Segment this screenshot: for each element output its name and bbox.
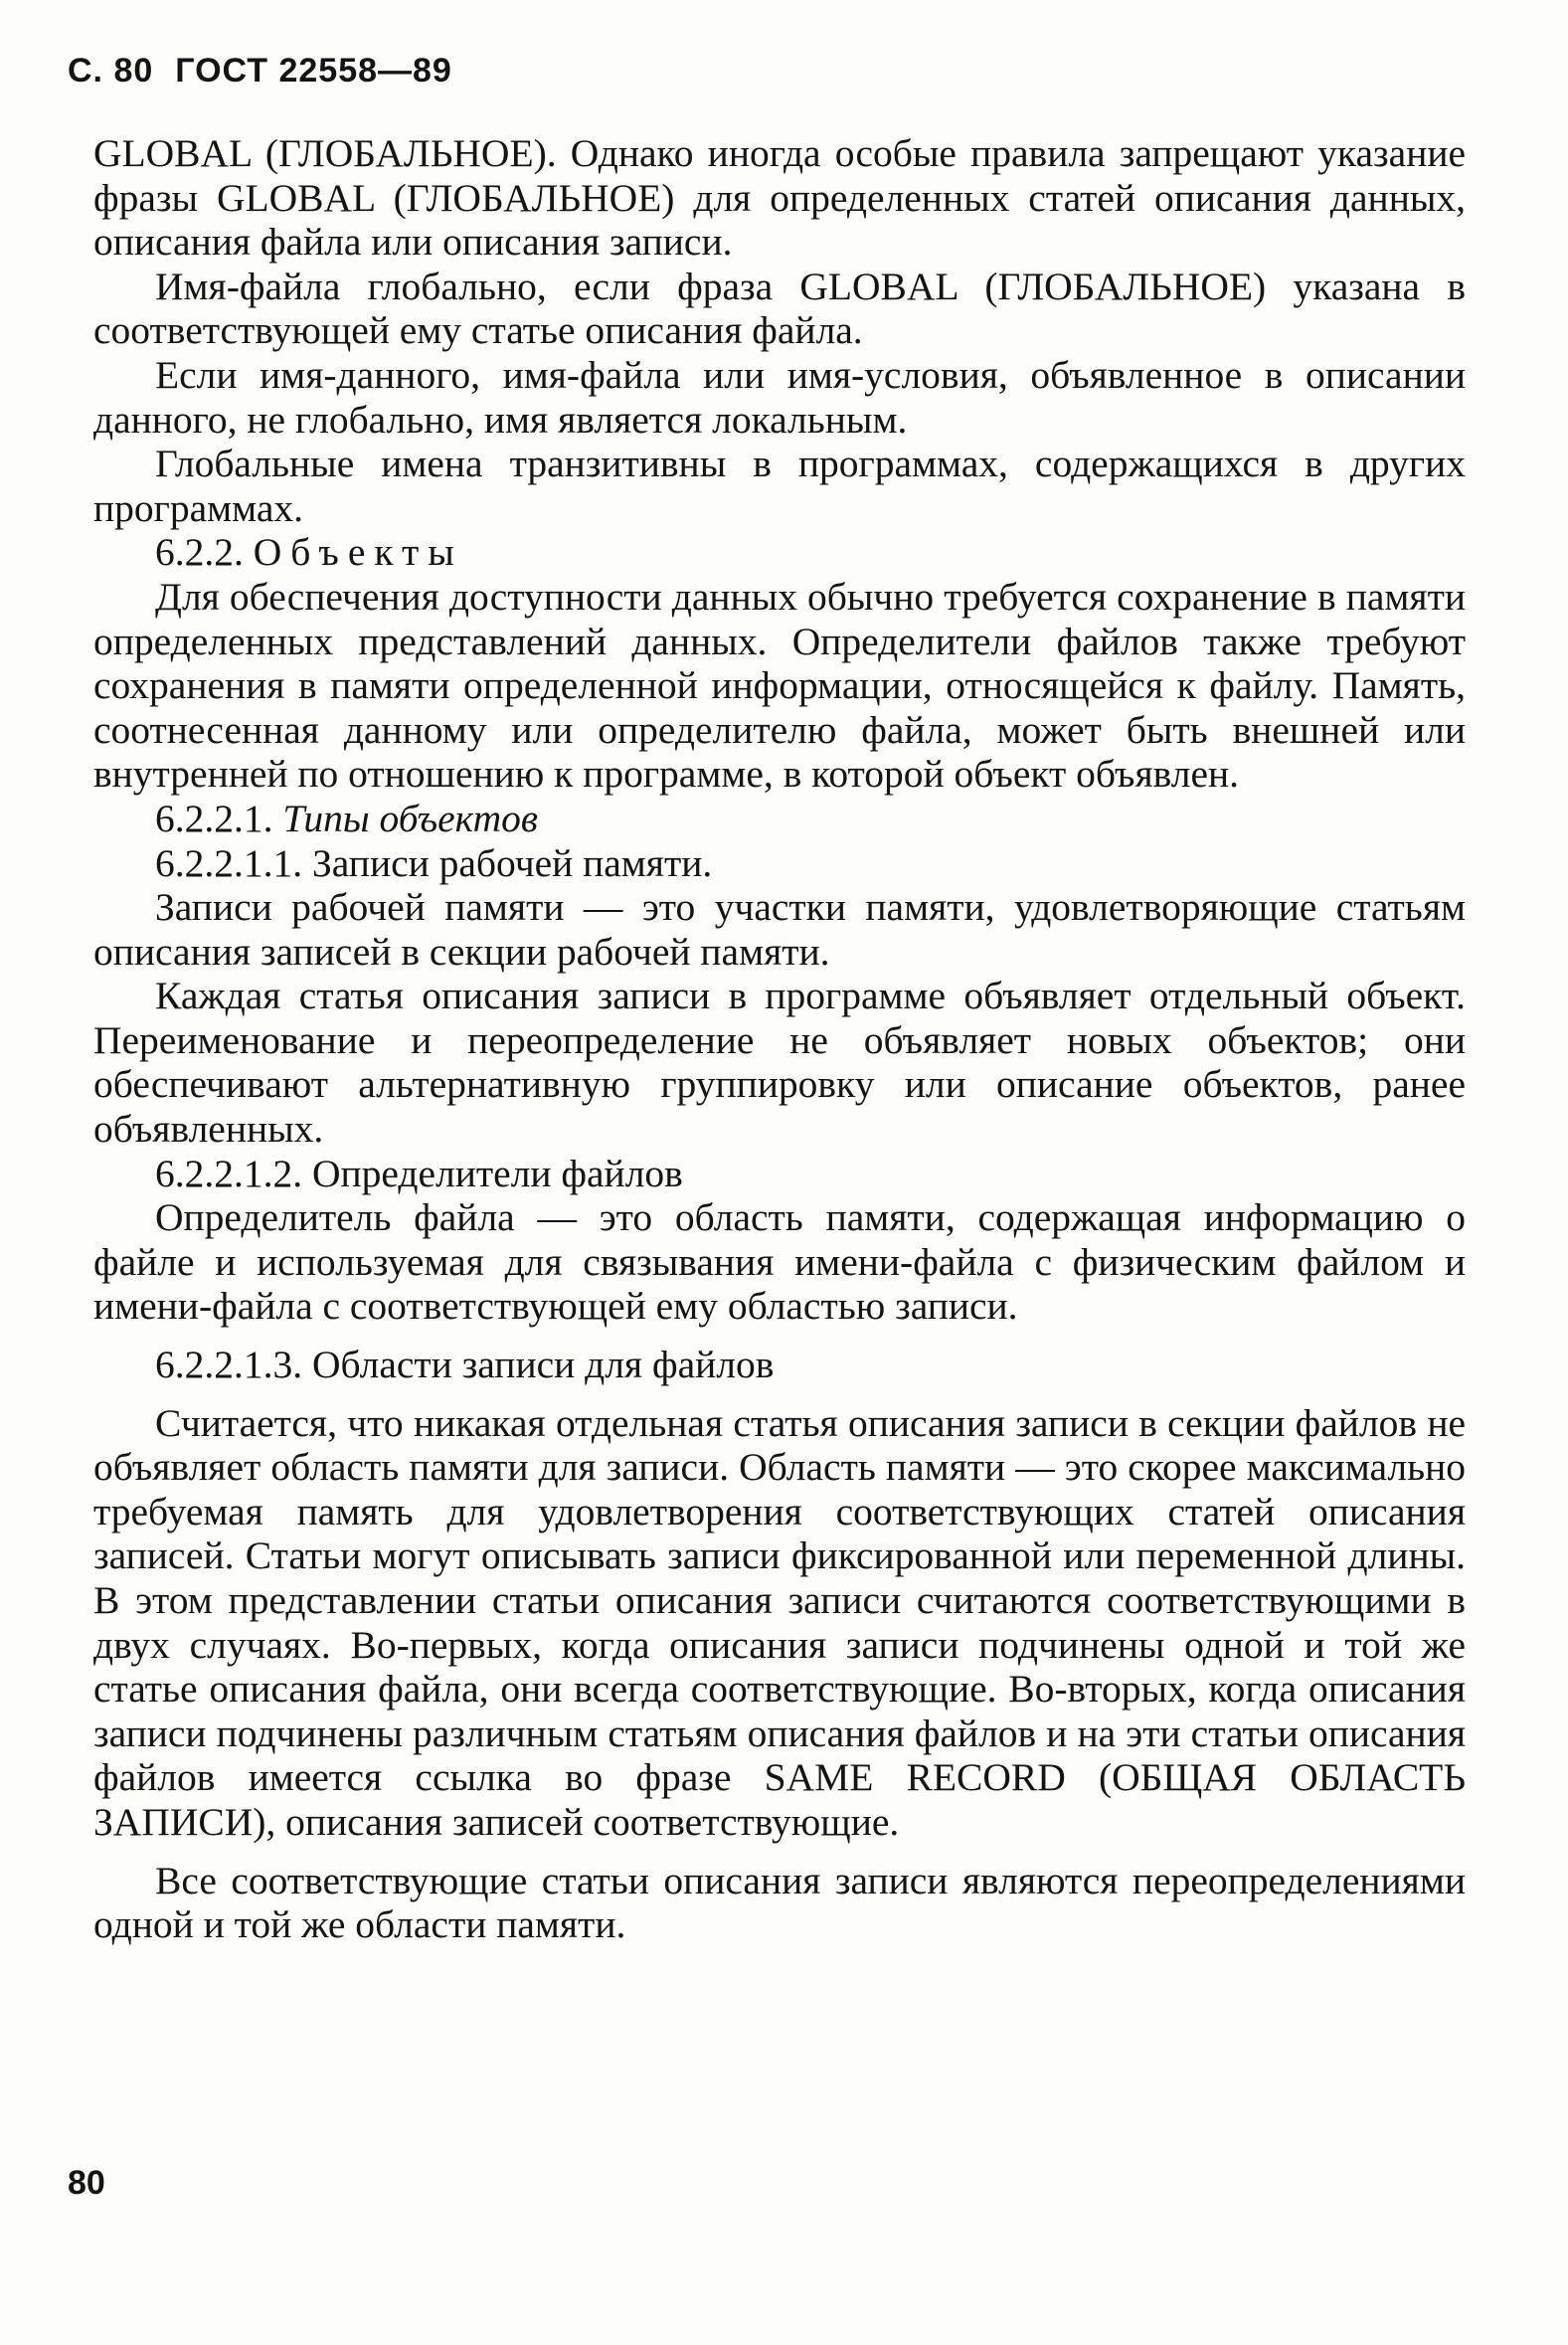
section-heading <box>93 530 1466 575</box>
section-title: Области записи для файлов <box>312 1343 775 1387</box>
section-number: 6.2.2.1.3. <box>155 1343 303 1387</box>
section-heading <box>93 1343 1466 1387</box>
paragraph: Считается, что никакая отдельная статья описания записи в секции файлов не объявляет область памяти для записи. Область памяти — это скорее максимально требуемая память для удовлетворения соответствующих статей описания записей. Статьи могут описывать записи фиксированной или переменной длины. В этом представлении статьи описания записи считаются соответствующими в двух случаях. Во-первых, когда описания записи подчинены одной и той же статье описания файла, они всегда соответствующие. Во-вторых, когда описания записи подчинены различным статьям описания файлов и на эти статьи описания файлов имеется ссылка во фразе SAME RECORD (ОБЩАЯ ОБЛАСТЬ ЗАПИСИ), описания записей соответствующие. <box>93 1400 1466 1844</box>
page-header <box>68 52 474 90</box>
paragraph: GLOBAL (ГЛОБАЛЬНОЕ). Однако иногда особые правила запрещают указание фразы GLOBAL (ГЛОБАЛЬНОЕ) для определенных статей описания данных, описания файла или описания записи. <box>93 131 1466 265</box>
paragraph: Все соответствующие статьи описания записи являются переопределениями одной и той же области памяти. <box>93 1858 1466 1947</box>
section-heading <box>93 797 1466 841</box>
paragraph: Записи рабочей памяти — это участки памяти, удовлетворяющие статьям описания записей в секции рабочей памяти. <box>93 885 1466 974</box>
section-number: 6.2.2.1.1. <box>155 840 303 885</box>
section-number: 6.2.2.1.2. <box>155 1151 303 1195</box>
page-label: С. 80 <box>68 52 154 90</box>
paragraph: Для обеспечения доступности данных обычно требуется сохранение в памяти определенных представлений данных. Определители файлов также требуют сохранения в памяти определенной информации, относящейся к файлу. Память, соотнесенная данному или определителю файла, может быть внешней или внутренней по отношению к программе, в которой объект объявлен. <box>93 574 1466 797</box>
paragraph: Определитель файла — это область памяти, содержащая информацию о файле и используемая для связывания имени-файла с физическим файлом и имени-файла с соответствующей ему областью записи. <box>93 1195 1466 1329</box>
section-title: Записи рабочей памяти. <box>312 840 713 885</box>
paragraph: Каждая статья описания записи в программе объявляет отдельный объект. Переименование и переопределение не объявляет новых объектов; они обеспечивают альтернативную группировку или описание объектов, ранее объявленных. <box>93 974 1466 1152</box>
section-number: 6.2.2.1. <box>155 796 273 840</box>
section-title: Определители файлов <box>312 1151 683 1195</box>
section-number: 6.2.2. <box>155 530 244 575</box>
paragraph: Если имя-данного, имя-файла или имя-условия, объявленное в описании данного, не глобально, имя является локальным. <box>93 352 1466 442</box>
paragraph: Глобальные имена транзитивны в программах, содержащихся в других программах. <box>93 442 1466 530</box>
standard-number: ГОСТ 22558—89 <box>175 52 452 90</box>
page-number: 80 <box>68 2164 105 2202</box>
section-heading <box>93 1152 1466 1196</box>
section-title: Типы объектов <box>282 796 539 840</box>
paragraph: Имя-файла глобально, если фраза GLOBAL (ГЛОБАЛЬНОЕ) указана в соответствующей ему статье описания файла. <box>93 264 1466 353</box>
body-text <box>93 131 1466 1947</box>
section-title: Объекты <box>253 530 463 575</box>
section-heading <box>93 841 1466 886</box>
